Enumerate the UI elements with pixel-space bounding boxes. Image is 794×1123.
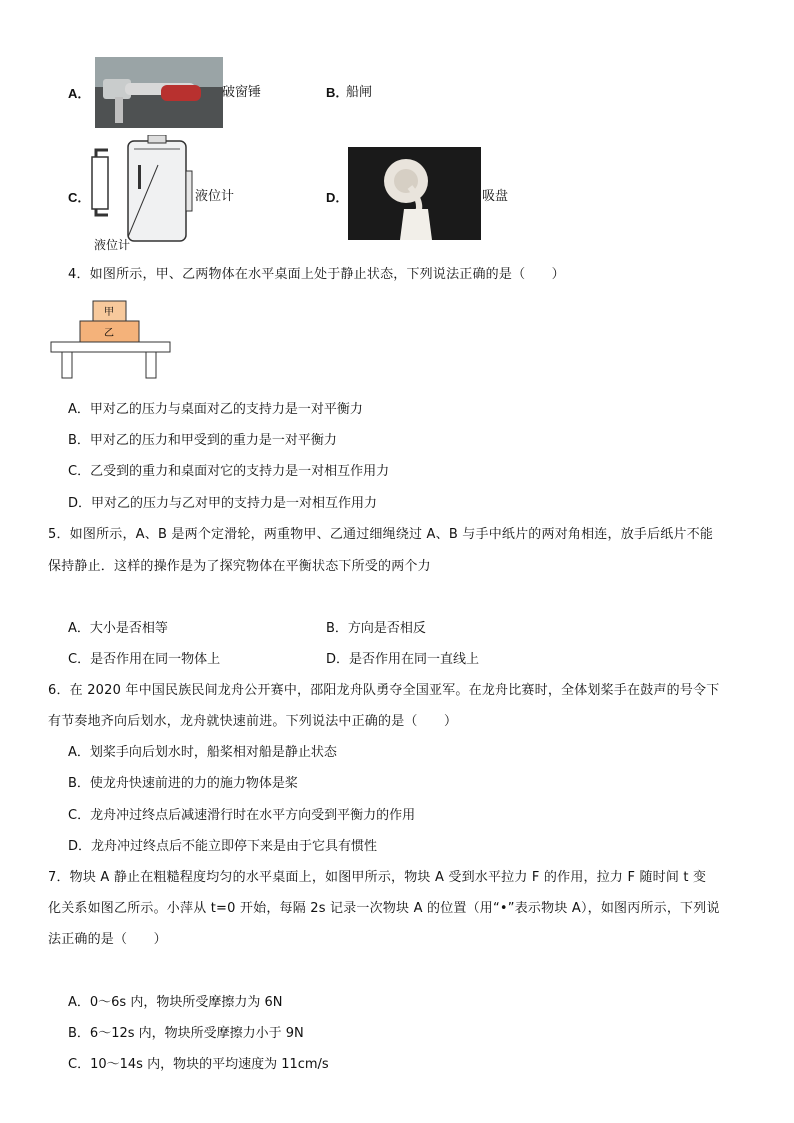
q6-option-c: C．龙舟冲过终点后减速滑行时在水平方向受到平衡力的作用	[68, 808, 416, 823]
q4-option-c: C．乙受到的重力和桌面对它的支持力是一对相互作用力	[68, 464, 390, 479]
option-d-label: D．	[326, 190, 349, 205]
option-a-label: A．	[68, 86, 91, 101]
suction-cup-photo	[348, 147, 481, 240]
q6-option-b: B．使龙舟快速前进的力的施力物体是桨	[68, 776, 298, 791]
option-c-sub-caption: 液位计	[94, 238, 131, 252]
glass-breaker-hammer-photo	[95, 57, 223, 128]
suction-cup-icon	[348, 147, 481, 240]
q5-stem-line1: 5．如图所示，A、B 是两个定滑轮，两重物甲、乙通过细绳绕过 A、B 与手中纸片的两对角相连，放手后纸片不能	[48, 527, 714, 542]
option-c-caption: 液位计	[195, 189, 235, 204]
q5-option-d: D．是否作用在同一直线上	[326, 652, 480, 667]
option-c-label: C．	[68, 190, 91, 205]
q7-stem-line3: 法正确的是（ ）	[48, 932, 167, 947]
q4-fig-label-jia: 甲	[104, 307, 114, 318]
option-d-caption: 吸盘	[482, 189, 509, 204]
q6-stem-line2: 有节奏地齐向后划水，龙舟就快速前进。下列说法中正确的是（ ）	[48, 714, 458, 729]
q7-stem-line1: 7．物块 A 静止在粗糙程度均匀的水平桌面上，如图甲所示，物块 A 受到水平拉力 F 的作用，拉力 F 随时间 t 变	[48, 870, 707, 885]
q6-option-d: D．龙舟冲过终点后不能立即停下来是由于它具有惯性	[68, 839, 378, 854]
q6-stem-line1: 6．在 2020 年中国民族民间龙舟公开赛中，邵阳龙舟队勇夺全国亚军。在龙舟比赛时，全体划桨手在鼓声的号令下	[48, 683, 720, 698]
q5-option-c: C．是否作用在同一物体上	[68, 652, 221, 667]
option-b-text: 船闸	[346, 85, 373, 100]
option-b-label: B．	[326, 85, 349, 100]
hammer-icon	[95, 57, 223, 128]
q7-option-b: B．6～12s 内，物块所受摩擦力小于 9N	[68, 1026, 304, 1041]
q4-option-a: A．甲对乙的压力与桌面对乙的支持力是一对平衡力	[68, 402, 363, 417]
q7-stem-line2: 化关系如图乙所示。小萍从 t=0 开始，每隔 2s 记录一次物块 A 的位置（用“•”表示物块 A），如图丙所示，下列说	[48, 901, 720, 916]
boiler-level-gauge-diagram	[88, 135, 198, 247]
q4-figure	[50, 300, 174, 380]
option-a-caption: 破窗锤	[222, 85, 262, 100]
q5-option-b: B．方向是否相反	[326, 621, 426, 636]
q7-option-a: A．0～6s 内，物块所受摩擦力为 6N	[68, 995, 283, 1010]
q4-option-b: B．甲对乙的压力和甲受到的重力是一对平衡力	[68, 433, 337, 448]
q4-fig-label-yi: 乙	[104, 328, 114, 339]
q4-stem: 4．如图所示，甲、乙两物体在水平桌面上处于静止状态，下列说法正确的是（ ）	[68, 267, 565, 282]
q5-stem-line2: 保持静止．这样的操作是为了探究物体在平衡状态下所受的两个力	[48, 559, 431, 574]
q6-option-a: A．划桨手向后划水时，船桨相对船是静止状态	[68, 745, 337, 760]
q4-option-d: D．甲对乙的压力与乙对甲的支持力是一对相互作用力	[68, 496, 378, 511]
q7-option-c: C．10～14s 内，物块的平均速度为 11cm/s	[68, 1057, 329, 1072]
q5-option-a: A．大小是否相等	[68, 621, 168, 636]
